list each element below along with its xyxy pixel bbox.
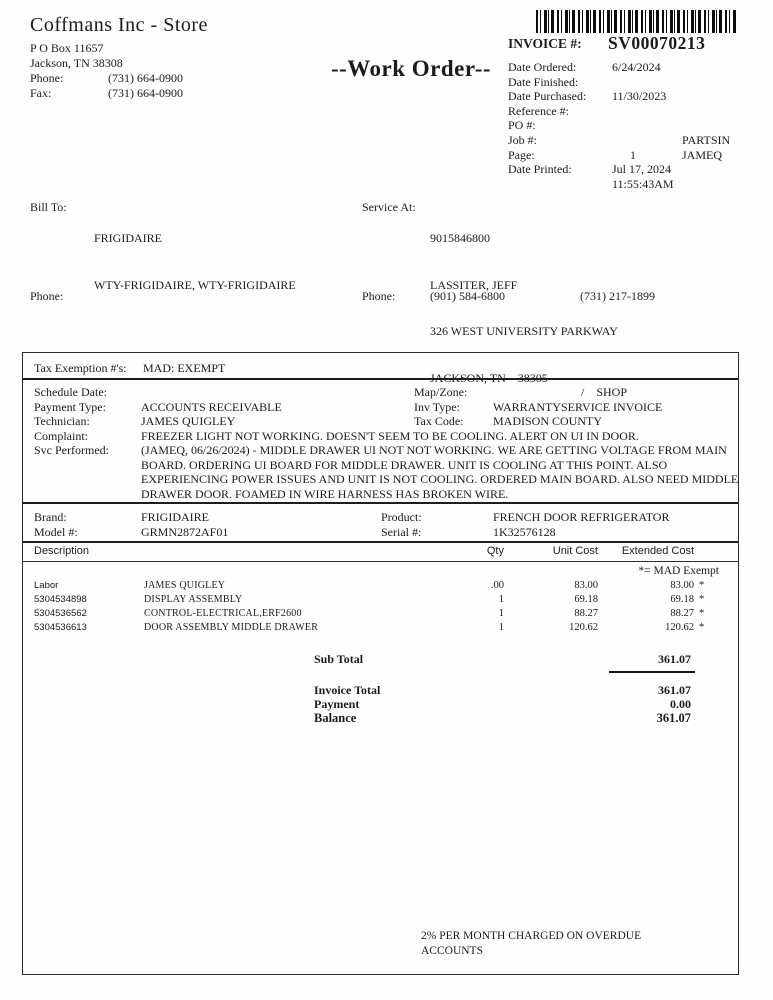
- map-zone-value: / SHOP: [581, 385, 628, 399]
- company-header: [30, 14, 330, 101]
- header-description: Description: [34, 545, 90, 557]
- model-label: Model #:: [34, 525, 78, 539]
- company-name: Coffmans Inc - Store: [30, 14, 208, 36]
- item-qty: 1: [498, 608, 504, 619]
- item-part: Labor: [34, 580, 59, 591]
- bill-to-line1: FRIGIDAIRE: [94, 231, 162, 245]
- brand-label: Brand:: [34, 510, 67, 524]
- meta-value: [612, 75, 682, 90]
- serial-label: Serial #:: [381, 525, 422, 539]
- meta-row-date-purchased: [508, 89, 753, 104]
- item-extended-cost: 69.18: [670, 594, 694, 605]
- overdue-note-line1: 2% PER MONTH CHARGED ON OVERDUE: [421, 930, 642, 942]
- item-exempt-flag: *: [699, 608, 705, 619]
- meta-row-print-time: [508, 177, 753, 192]
- meta-label: Date Ordered:: [508, 60, 577, 74]
- bill-to-line2: WTY-FRIGIDAIRE, WTY-FRIGIDAIRE: [94, 277, 296, 292]
- meta-value: 11/30/2023: [612, 89, 667, 104]
- service-at-line3: 326 WEST UNIVERSITY PARKWAY: [430, 324, 618, 338]
- meta-right: [682, 89, 753, 104]
- meta-right: [682, 162, 753, 177]
- payment-value: 0.00: [670, 697, 691, 711]
- tax-exemption-section: [23, 353, 738, 380]
- meta-right: [682, 118, 753, 133]
- item-description: DOOR ASSEMBLY MIDDLE DRAWER: [144, 622, 319, 633]
- unit-info-section: [23, 504, 738, 543]
- meta-value: 1: [612, 147, 636, 162]
- bill-to-label: Bill To:: [30, 200, 67, 214]
- item-extended-cost: 83.00: [670, 580, 694, 591]
- meta-label: [508, 177, 612, 192]
- service-at-phone-label: Phone:: [362, 289, 396, 303]
- tax-exemption-label: Tax Exemption #'s:: [34, 361, 127, 375]
- item-qty: 1: [498, 622, 504, 633]
- item-unit-cost: 120.62: [569, 622, 598, 633]
- sub-total-value: 361.07: [658, 652, 691, 666]
- company-phone-label: Phone:: [30, 71, 64, 85]
- overdue-note-line2: ACCOUNTS: [421, 944, 483, 957]
- service-at-line2: LASSITER, JEFF: [430, 277, 518, 292]
- invoice-number-row: [508, 35, 753, 53]
- company-phone-value: (731) 664-0900: [108, 71, 183, 85]
- meta-label: Date Printed:: [508, 162, 572, 177]
- meta-right: [682, 177, 753, 192]
- meta-value: [612, 133, 682, 148]
- balance-label: Balance: [314, 711, 357, 725]
- table-row: [23, 622, 738, 636]
- item-exempt-flag: *: [699, 580, 705, 591]
- item-extended-cost: 88.27: [670, 608, 694, 619]
- item-description: JAMES QUIGLEY: [144, 580, 226, 591]
- inv-type-label: Inv Type:: [414, 399, 460, 414]
- brand-value: FRIGIDAIRE: [141, 510, 209, 524]
- meta-value: 11:55:43AM: [612, 176, 674, 191]
- service-at-line4: JACKSON, TN 38305: [430, 370, 548, 385]
- work-order-detail-box: [22, 352, 739, 975]
- technician-label: Technician:: [34, 414, 90, 428]
- item-qty: 1: [498, 594, 504, 605]
- table-row: [23, 580, 738, 594]
- meta-value: [612, 104, 682, 119]
- meta-right: PARTSIN: [682, 132, 731, 147]
- company-address-line2: Jackson, TN 38308: [30, 56, 123, 70]
- page-title: --Work Order--: [330, 56, 492, 81]
- meta-row-po: [508, 118, 753, 133]
- invoice-total-label: Invoice Total: [314, 683, 381, 697]
- meta-right: [682, 104, 753, 119]
- tax-exemption-value: MAD: EXEMPT: [143, 361, 226, 375]
- meta-right: [682, 60, 753, 75]
- bill-to-phone-label: Phone:: [30, 289, 64, 303]
- company-address-line1: P O Box 11657: [30, 41, 104, 55]
- product-value: FRENCH DOOR REFRIGERATOR: [493, 510, 670, 524]
- service-at-phone2: (731) 217-1899: [580, 289, 655, 303]
- service-at-line1: 9015846800: [430, 231, 490, 245]
- meta-row-date-printed: [508, 162, 753, 177]
- sub-total-label: Sub Total: [314, 652, 364, 666]
- company-fax-label: Fax:: [30, 86, 52, 100]
- balance-value: 361.07: [656, 711, 691, 725]
- model-value: GRMN2872AF01: [141, 525, 229, 539]
- meta-value: 6/24/2024: [612, 60, 661, 74]
- meta-label: Date Finished:: [508, 74, 579, 89]
- item-part: 5304536613: [34, 622, 87, 633]
- item-description: CONTROL-ELECTRICAL,ERF2600: [144, 608, 302, 619]
- payment-type-label: Payment Type:: [34, 399, 106, 414]
- meta-row-date-ordered: [508, 60, 753, 75]
- invoice-meta-rows: [508, 60, 753, 191]
- meta-label: Job #:: [508, 132, 538, 147]
- meta-row-reference: [508, 104, 753, 119]
- meta-row-date-finished: [508, 75, 753, 90]
- meta-value: [612, 118, 682, 133]
- items-table-header: [23, 543, 738, 562]
- company-phone-row: [30, 71, 330, 86]
- meta-label: PO #:: [508, 118, 536, 133]
- payment-type-value: ACCOUNTS RECEIVABLE: [141, 399, 282, 414]
- totals-divider-line: [609, 671, 695, 673]
- service-at-phone1: (901) 584-6800: [430, 289, 505, 303]
- company-fax-row: [30, 86, 330, 101]
- header-extended-cost: Extended Cost: [621, 545, 694, 557]
- tax-code-value: MADISON COUNTY: [493, 414, 603, 428]
- item-unit-cost: 83.00: [574, 580, 598, 591]
- table-row: [23, 608, 738, 622]
- item-part: 5304534898: [34, 594, 87, 605]
- serial-value: 1K32576128: [493, 525, 556, 539]
- item-exempt-flag: *: [699, 622, 705, 633]
- mad-exempt-note: *= MAD Exempt: [638, 565, 719, 577]
- meta-right: JAMEQ: [682, 147, 723, 162]
- schedule-date-label: Schedule Date:: [34, 385, 107, 399]
- item-exempt-flag: *: [699, 594, 705, 605]
- invoice-number-value: SV00070213: [608, 33, 706, 53]
- item-unit-cost: 69.18: [574, 594, 598, 605]
- service-at-label: Service At:: [362, 200, 416, 214]
- tax-code-label: Tax Code:: [414, 414, 464, 428]
- svc-performed-label: Svc Performed:: [34, 443, 109, 457]
- service-at-phone-row: [362, 289, 742, 304]
- item-extended-cost: 120.62: [665, 622, 694, 633]
- meta-value: Jul 17, 2024: [612, 162, 672, 177]
- map-zone-label: Map/Zone:: [414, 385, 468, 399]
- item-unit-cost: 88.27: [574, 608, 598, 619]
- technician-value: JAMES QUIGLEY: [141, 414, 236, 428]
- meta-label: Page:: [508, 147, 535, 162]
- product-label: Product:: [381, 510, 422, 524]
- bill-to-section: [30, 200, 350, 324]
- table-row: [23, 594, 738, 608]
- svc-performed-value: (JAMEQ, 06/26/2024) - MIDDLE DRAWER UI NOT NOT WORKING. WE ARE GETTING VOLTAGE FROM MAIN BOARD. ORDERING UI BOARD FOR MIDDLE DRAWER. UNIT IS COOLING AT THIS POINT. ALSO EXPERIENCING POWER ISSUES AND UNIT IS NOT COOLING. ORDERED MAIN BOARD. ALSO NEED MIDDLE DRAWER DOOR. FOAMED IN WIRE HARNESS HAS BROKEN WIRE.: [141, 443, 739, 501]
- barcode-image: [536, 10, 736, 33]
- inv-type-value: WARRANTYSERVICE INVOICE: [493, 399, 663, 414]
- complaint-value: FREEZER LIGHT NOT WORKING. DOESN'T SEEM TO BE COOLING. ALERT ON UI IN DOOR.: [141, 428, 639, 443]
- invoice-number-label: INVOICE #:: [508, 36, 582, 51]
- complaint-label: Complaint:: [34, 428, 88, 443]
- meta-label: Date Purchased:: [508, 89, 587, 104]
- meta-label: Reference #:: [508, 103, 569, 118]
- company-fax-value: (731) 664-0900: [108, 86, 183, 100]
- item-qty: .00: [490, 580, 504, 591]
- payment-label: Payment: [314, 697, 360, 711]
- meta-right: [682, 75, 753, 90]
- invoice-total-value: 361.07: [658, 683, 691, 697]
- item-part: 5304536562: [34, 608, 87, 619]
- bill-to-address: [94, 200, 296, 324]
- header-unit-cost: Unit Cost: [552, 545, 598, 557]
- item-description: DISPLAY ASSEMBLY: [144, 594, 243, 605]
- meta-row-page: [508, 148, 753, 163]
- service-info-section: [23, 380, 738, 504]
- items-table-body: [23, 580, 738, 636]
- header-qty: Qty: [486, 545, 504, 557]
- overdue-note: [421, 929, 701, 958]
- meta-row-job: [508, 133, 753, 148]
